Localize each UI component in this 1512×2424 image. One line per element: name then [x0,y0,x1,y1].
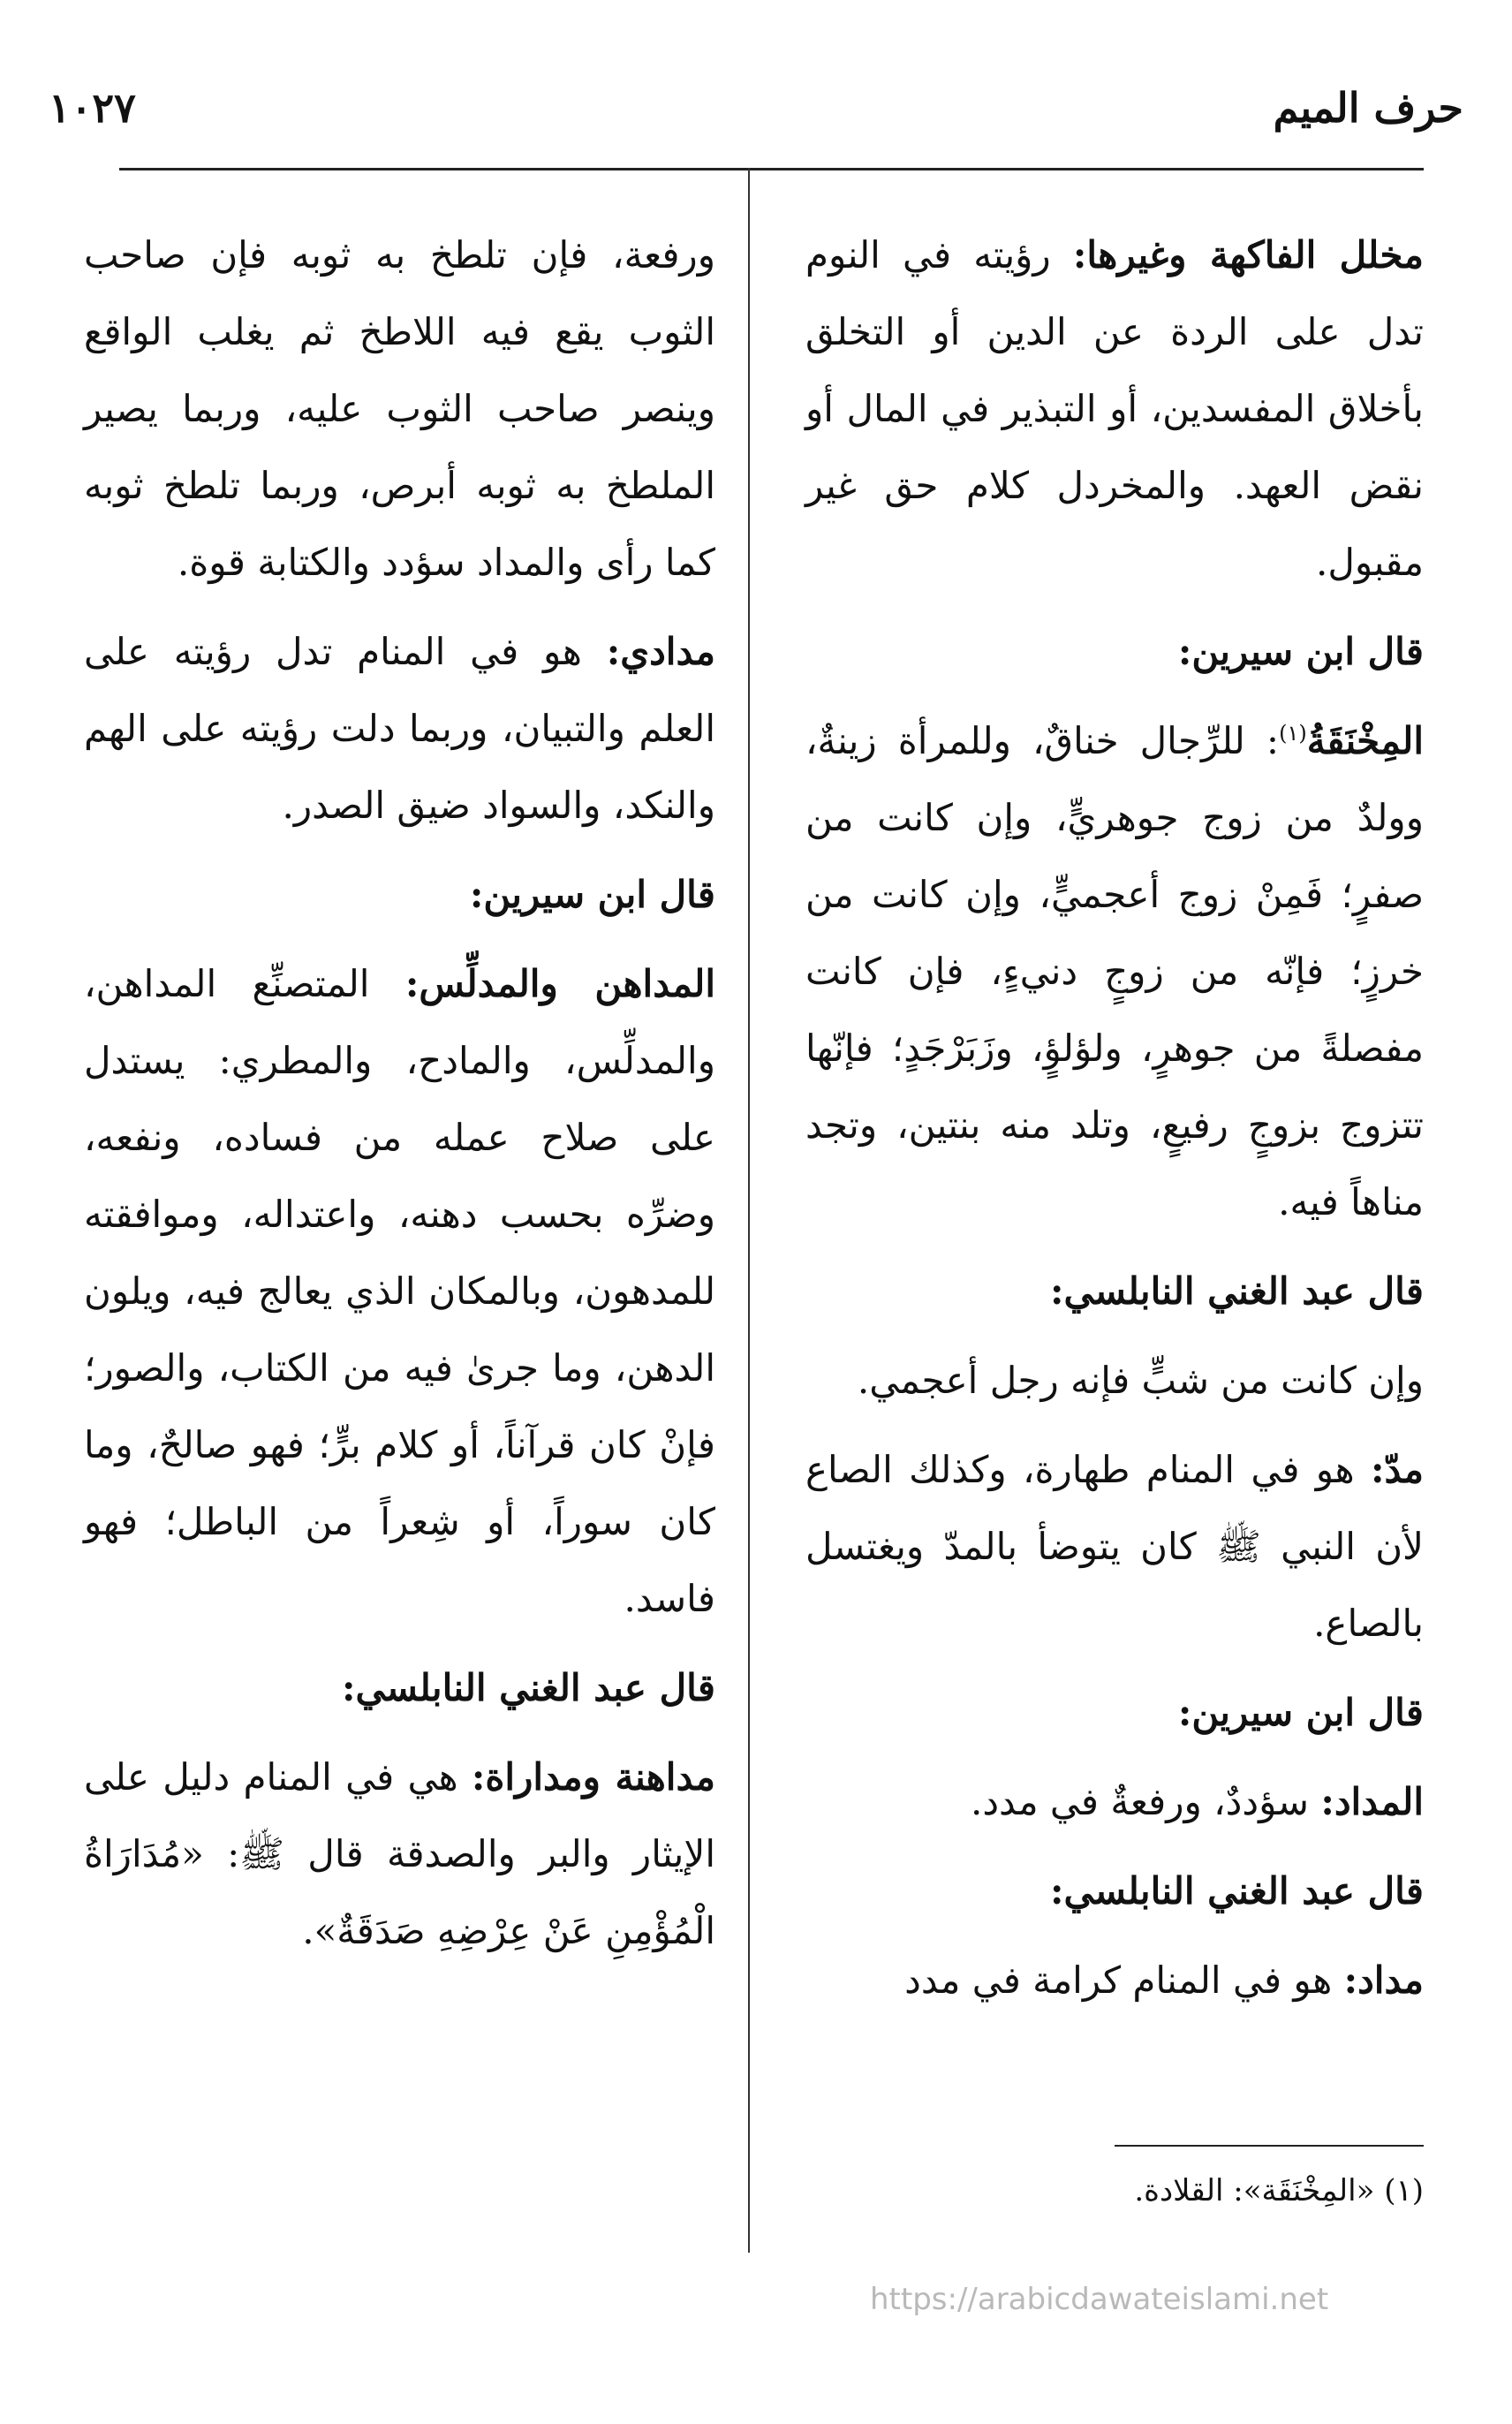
paragraph: ورفعة، فإن تلطخ به ثوبه فإن صاحب الثوب يقع فيه اللاطخ ثم يغلب الواقع وينصر صاحب الثوب عليه، وربما يصير الملطخ به ثوبه أبرص، وربما تلطخ ثوبه كما رأى والمداد سؤدد والكتابة قوة. [84,233,715,584]
watermark-url[interactable]: https://arabicdawateislami.net [870,2282,1329,2317]
column-divider [748,168,750,2253]
entry-text: سؤددٌ، ورفعةٌ في مدد. [970,1780,1321,1823]
entry-midadi [84,613,715,844]
header-rule [119,168,1424,170]
page-number: ١٠٢٧ [49,84,136,132]
entry-mudahana [84,1738,715,1969]
section-heading: قال عبد الغني النابلسي: [1050,1269,1424,1313]
section-heading: قال عبد الغني النابلسي: [1050,1869,1424,1913]
entry-midad [805,1942,1424,2019]
footnote: (١) «المِخْنَقَة»: القلادة. [1134,2173,1424,2208]
entry-almidad [805,1763,1424,1840]
entry-term: مدادي: [606,630,715,673]
entry-text: المتصنِّع المداهن، والمدلِّس، والمادح، والمطري: يستدل على صلاح عمله من فساده، ونفعه، وضرِّه بحسب دهنه، واعتداله، وموافقته للمدهون، وبالمكان الذي يعالج فيه، ويلون الدهن، وما جرىٰ فيه من الكتاب، والصور؛ فإنْ كان قرآناً، أو كلام برٍّ؛ فهو صالحٌ، وما كان سوراً، أو شِعراً من الباطل؛ فهو فاسد. [84,962,715,1620]
entry-mudahin [84,945,715,1637]
footnote-marker[interactable]: (١) [1279,721,1307,746]
section-heading: قال ابن سيرين: [1177,1691,1424,1734]
chapter-title: حرف الميم [1273,84,1463,132]
entry-mudd [805,1431,1424,1662]
entry-term: المِخْنَقَةُ [1306,719,1424,762]
entry-term: المداهن والمدلِّس: [404,962,715,1005]
left-column [84,216,715,1981]
entry-term: المداد: [1320,1780,1424,1823]
entry-mukhallal [805,216,1424,601]
section-heading: قال ابن سيرين: [469,873,715,916]
entry-term: مخلل الفاكهة وغيرها: [1072,233,1424,276]
entry-text: : للرِّجال خناقٌ، وللمرأة زينةٌ، وولدٌ من زوج جوهريٍّ، وإن كانت من صفرٍ؛ فَمِنْ زوج أعجميٍّ، وإن كانت من خرزٍ؛ فإنّه من زوجٍ دنيءٍ، فإن كانت مفصلةً من جوهرٍ، ولؤلؤٍ، وزَبَرْجَدٍ؛ فإنّها تتزوج بزوجٍ رفيعٍ، وتلد منه بنتين، وتجد مناهاً فيه. [805,719,1424,1223]
section-heading: قال ابن سيرين: [1177,630,1424,673]
entry-text: هو في المنام كرامة في مدد [904,1958,1344,2002]
right-column [805,216,1424,2031]
entry-term: مدّ: [1370,1448,1424,1491]
section-heading: قال عبد الغني النابلسي: [342,1666,715,1709]
entry-text: هو في المنام طهارة، وكذلك الصاع لأن النبي ﷺ كان يتوضأ بالمدّ ويغتسل بالصاع. [805,1448,1424,1645]
paragraph: وإن كانت من شبٍّ فإنه رجل أعجمي. [857,1359,1424,1402]
entry-text: هي في المنام دليل على الإيثار والبر والصدقة قال ﷺ: «مُدَارَاةُ الْمُؤْمِنِ عَنْ عِرْضِهِ صَدَقَةٌ». [84,1755,715,1952]
entry-term: مداهنة ومداراة: [471,1755,715,1799]
entry-mikhnaqa [805,702,1424,1240]
footnote-rule [1115,2145,1424,2147]
entry-text: رؤيته في النوم تدل على الردة عن الدين أو التخلق بأخلاق المفسدين، أو التبذير في المال أو نقض العهد. والمخردل كلام حق غير مقبول. [805,233,1424,584]
entry-term: مداد: [1343,1958,1424,2002]
entry-text: هو في المنام تدل رؤيته على العلم والتبيان، وربما دلت رؤيته على الهم والنكد، والسواد ضيق الصدر. [84,630,715,827]
page-header [49,84,1463,155]
